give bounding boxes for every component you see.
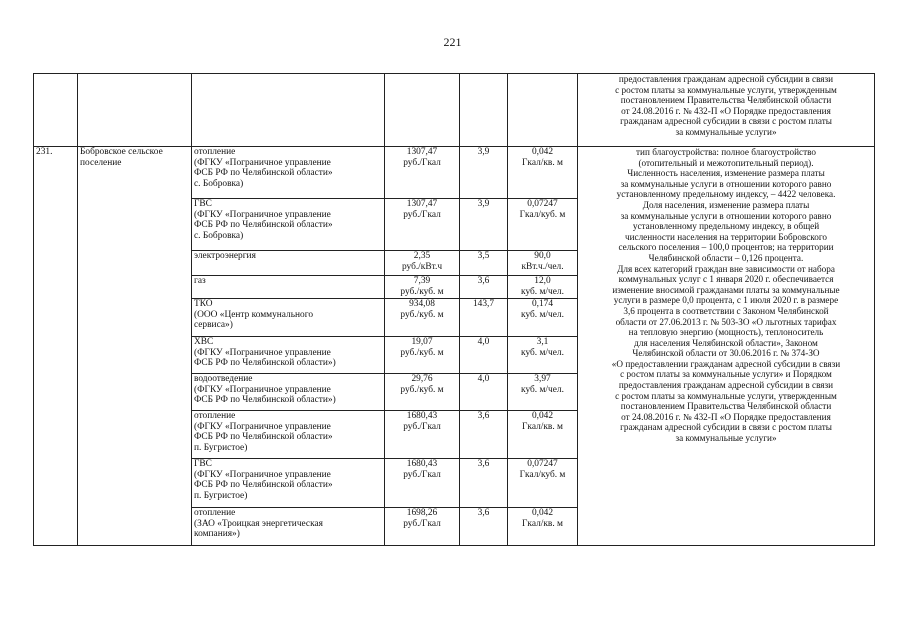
note-line: изменение вносимой гражданами платы за коммунальные [612,284,840,295]
tariff-line: 29,76 [411,374,433,384]
resource-row [34,147,875,199]
tariff-line: руб./Гкал [403,421,441,432]
index-cell: 3,9 [460,199,508,251]
norm-cell [508,508,578,546]
index-cell: 3,6 [460,459,508,508]
note-line: предоставления гражданам адресной субсидии в связи [618,74,834,84]
tariff-cell [385,337,460,374]
settlement-line: Бобровское сельское [80,147,163,157]
tariff-line: 2,35 [413,251,431,261]
resource-cell [192,299,385,337]
resource-line: (ФГКУ «Пограничное управление [194,469,331,480]
resource-line: с. Бобровка) [194,178,244,189]
tariff-cell [385,374,460,411]
resource-line: п. Бугристое) [194,442,248,453]
note-line: коммунальных услуг с 1 января 2020 г. обеспечивается [618,274,834,285]
note-line: за коммунальные услуги в отношении которого равно [620,178,832,189]
entry-note [578,147,875,546]
resource-cell [192,251,385,276]
note-line: гражданам адресной субсидии в связи с ростом платы [620,116,832,127]
resource-cell [192,337,385,374]
norm-line: 0,042 [531,411,554,421]
tariff-cell [385,459,460,508]
resource-cell [192,459,385,508]
note-line: от 24.08.2016 г. № 432-П «О Порядке предоставления [621,105,831,116]
norm-line: 0,042 [531,147,554,157]
norm-line: 0,042 [531,508,554,518]
note-line: услуги в размере 0,0 процента, с 1 июля 2020 г. в размере [613,295,839,306]
note-line: установленному предельному индексу, в общей [632,221,820,232]
index-cell [460,74,508,147]
norm-line: Гкал/куб. м [519,209,566,220]
resource-cell [192,508,385,546]
index-cell: 4,0 [460,337,508,374]
norm-line: 3,1 [536,337,549,347]
norm-cell [508,459,578,508]
resource-line: компания») [194,529,240,540]
resource-line: ФСБ РФ по Челябинской области») [194,395,336,406]
resource-line: (ФГКУ «Пограничное управление [194,421,331,432]
resource-line: (ФГКУ «Пограничное управление [194,157,331,168]
resource-cell [192,374,385,411]
resource-line: ГВС [194,199,212,209]
index-cell: 3,6 [460,508,508,546]
note-line: с ростом платы за коммунальные услуги, утвержденным [615,84,837,95]
norm-line: Гкал/кв. м [522,157,563,168]
note-line: за коммунальные услуги» [675,433,777,444]
note-line: для населения Челябинской области», Законом [634,337,818,348]
norm-line: куб. м/чел. [521,286,564,297]
norm-line: куб. м/чел. [521,309,564,320]
note-line: области от 27.06.2013 г. № 503-ЗО «О льготных тарифах [615,316,837,327]
note-line: Численность населения, изменение размера платы [627,168,825,179]
continuation-row [34,74,875,147]
note-line: Для всех категорий граждан вне зависимости от набора [617,263,835,274]
resource-line: ХВС [194,337,214,347]
note-line: Челябинской области от 30.06.2016 г. № 374-ЗО [632,348,820,359]
tariff-line: 1307,47 [406,147,438,157]
note-line: гражданам адресной субсидии в связи с ростом платы [620,422,832,433]
note-line: численности населения на территории Бобровского [624,231,828,242]
norm-line: кВт.ч./чел. [521,261,564,272]
resource-line: п. Бугристое) [194,490,248,501]
note-line: за коммунальные услуги» [675,126,777,137]
resource-line: (ФГКУ «Пограничное управление [194,209,331,220]
norm-cell [508,374,578,411]
resource-line: (ФГКУ «Пограничное управление [194,347,331,358]
index-cell: 3,9 [460,147,508,199]
resource-line: с. Бобровка) [194,230,244,241]
tariff-cell [385,251,460,276]
tariff-cell [385,299,460,337]
place-cell [78,74,192,147]
index-cell: 3,6 [460,411,508,459]
tariff-cell [385,276,460,299]
resource-cell [192,276,385,299]
note-line: «О предоставлении гражданам адресной субсидии в связи [611,358,841,369]
norm-line: 3,97 [534,374,551,384]
tariff-cell [385,199,460,251]
tariff-line: руб./Гкал [403,157,441,168]
note-line: Челябинской области – 0,126 процента. [648,252,804,263]
tariff-line: 1698,26 [406,508,438,518]
norm-line: куб. м/чел. [521,384,564,395]
note-line: (отопительный и межотопительный период). [638,157,814,168]
norm-cell [508,299,578,337]
note-line: сельского поселения – 100,0 процентов; на территории [618,242,834,253]
norm-cell [508,147,578,199]
resource-line: ФСБ РФ по Челябинской области» [194,168,333,179]
resource-line: отопление [194,147,236,157]
tariff-line: руб./Гкал [403,518,441,529]
norm-line: 0,07247 [527,459,558,469]
tariff-line: руб./куб. м [400,384,444,395]
resource-line: (ФГКУ «Пограничное управление [194,384,331,395]
entry-number: 231. [34,147,78,546]
note-line: за коммунальные услуги в отношении которого равно [620,210,832,221]
tariff-line: 1307,47 [406,199,438,209]
tariff-line: 19,07 [411,337,433,347]
tariff-line: руб./куб. м [400,286,444,297]
tariff-cell [385,411,460,459]
note-line: Доля населения, изменение размера платы [642,199,810,210]
resource-line: газ [194,276,206,286]
note-line: тип благоустройства: полное благоустройство [636,147,816,157]
norm-line: куб. м/чел. [521,347,564,358]
resource-line: ГВС [194,459,212,469]
settlement-name [78,147,192,546]
resource-cell [192,74,385,147]
note-line: с ростом платы за коммунальные услуги, утвержденным [615,390,837,401]
settlement-line: поселение [80,157,122,168]
resource-line: водоотведение [194,374,253,384]
resource-line: ФСБ РФ по Челябинской области» [194,220,333,231]
norm-line: Гкал/кв. м [522,421,563,432]
norm-cell [508,74,578,147]
tariff-cell [385,74,460,147]
resource-line: отопление [194,411,236,421]
tariff-line: 1680,43 [406,411,438,421]
note-line: на тепловую энергию (мощность), теплоноситель [628,327,824,338]
number-cell [34,74,78,147]
resource-cell [192,147,385,199]
resource-line: отопление [194,508,236,518]
tariff-line: руб./Гкал [403,209,441,220]
index-cell: 3,5 [460,251,508,276]
norm-line: 90,0 [534,251,551,261]
norm-cell [508,251,578,276]
resource-line: ФСБ РФ по Челябинской области» [194,432,333,443]
note-line: постановлением Правительства Челябинской области [620,401,832,412]
tariff-line: руб./кВт.ч [401,261,443,272]
tariff-line: 934,08 [409,299,435,309]
tariff-line: руб./Гкал [403,469,441,480]
norm-line: 0,174 [531,299,554,309]
resource-cell [192,411,385,459]
note-line: от 24.08.2016 г. № 432-П «О Порядке предоставления [621,411,831,422]
resource-line: сервиса») [194,320,233,331]
norm-cell [508,411,578,459]
tariff-cell [385,508,460,546]
norm-line: 12,0 [534,276,551,286]
resource-line: ФСБ РФ по Челябинской области») [194,358,336,369]
resource-line: ФСБ РФ по Челябинской области» [194,480,333,491]
norm-cell [508,337,578,374]
tariff-line: 1680,43 [406,459,438,469]
index-cell: 4,0 [460,374,508,411]
resource-cell [192,199,385,251]
norm-line: Гкал/куб. м [519,469,566,480]
note-line: установленному предельному индексу, – 4422 человека. [616,189,836,200]
norm-line: Гкал/кв. м [522,518,563,529]
tariff-line: 7,39 [413,276,431,286]
tariff-line: руб./куб. м [400,309,444,320]
resource-line: ТКО [194,299,213,309]
resource-line: (ЗАО «Троицкая энергетическая [194,518,323,529]
note-line: постановлением Правительства Челябинской области [620,95,832,106]
tariff-line: руб./куб. м [400,347,444,358]
note-line: 3,6 процента в соответствии с Законом Челябинской [623,305,829,316]
norm-line: 0,07247 [527,199,558,209]
tariff-table [33,73,875,546]
resource-line: (ООО «Центр коммунального [194,309,314,320]
note-cell [578,74,875,147]
page-number: 221 [443,35,462,49]
note-line: предоставления гражданам адресной субсидии в связи [618,380,834,391]
tariff-cell [385,147,460,199]
norm-cell [508,276,578,299]
index-cell: 143,7 [460,299,508,337]
index-cell: 3,6 [460,276,508,299]
note-line: с ростом платы за коммунальные услуги» и Порядком [620,369,832,380]
resource-line: электроэнергия [194,251,256,261]
norm-cell [508,199,578,251]
